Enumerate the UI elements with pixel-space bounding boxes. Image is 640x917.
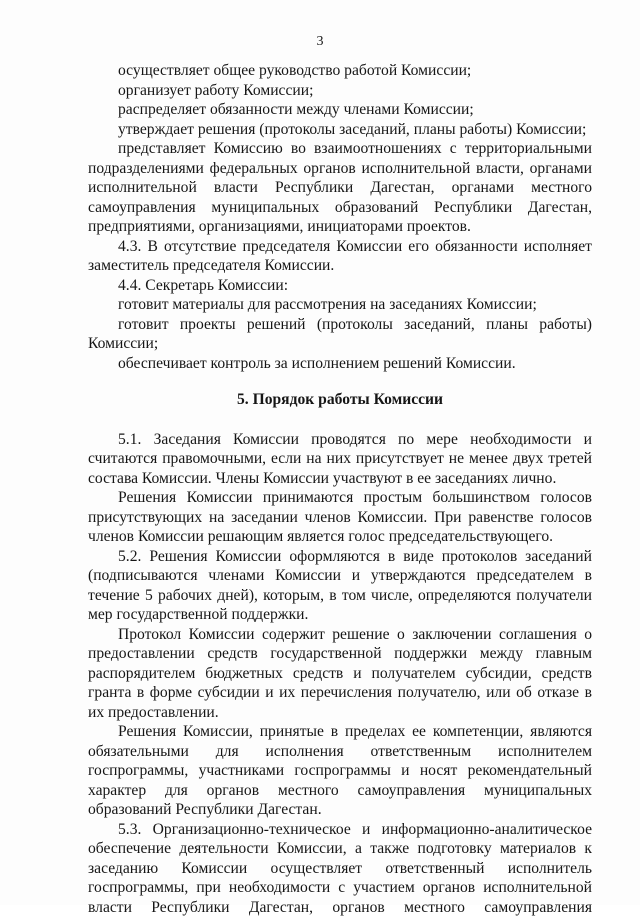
paragraph: организует работу Комиссии;	[88, 81, 592, 101]
section-heading: 5. Порядок работы Комиссии	[88, 390, 592, 410]
paragraph: Протокол Комиссии содержит решение о заключении соглашения о предоставлении средств государственной поддержки между главным распорядителем бюджетных средств и получателем субсидии, средств гранта в форме субсидии и их перечисления получателю, или об отказе в их предоставлении.	[88, 625, 592, 723]
page-number: 3	[0, 34, 640, 50]
paragraph: 5.1. Заседания Комиссии проводятся по мере необходимости и считаются правомочными, если на них присутствует не менее двух третей состава Комиссии. Члены Комиссии участвуют в ее заседаниях лично.	[88, 430, 592, 489]
paragraph: осуществляет общее руководство работой Комиссии;	[88, 61, 592, 81]
paragraph: 4.3. В отсутствие председателя Комиссии его обязанности исполняет заместитель председателя Комиссии.	[88, 237, 592, 276]
paragraph: представляет Комиссию во взаимоотношениях с территориальными подразделениями федеральных органов исполнительной власти, органами исполнительной власти Республики Дагестан, органами местного самоуправления муниципальных образований Республики Дагестан, предприятиями, организациями, инициаторами проектов.	[88, 139, 592, 237]
paragraph: 5.3. Организационно-техническое и информационно-аналитическое обеспечение деятельности Комиссии, а также подготовку материалов к заседанию Комиссии осуществляет ответственный исполнитель госпрограммы, при необходимости с участием органов исполнительной власти Республики Дагестан, органов местного самоуправления	[88, 820, 592, 917]
paragraph: распределяет обязанности между членами Комиссии;	[88, 100, 592, 120]
paragraph: утверждает решения (протоколы заседаний, планы работы) Комиссии;	[88, 120, 592, 140]
paragraph: обеспечивает контроль за исполнением решений Комиссии.	[88, 354, 592, 374]
document-body	[88, 61, 592, 917]
paragraph: Решения Комиссии, принятые в пределах ее компетенции, являются обязательными для исполнения ответственным исполнителем госпрограммы, участниками госпрограммы и носят рекомендательный характер для органов местного самоуправления муниципальных образований Республики Дагестан.	[88, 722, 592, 820]
paragraph: готовит материалы для рассмотрения на заседаниях Комиссии;	[88, 295, 592, 315]
paragraph: готовит проекты решений (протоколы заседаний, планы работы) Комиссии;	[88, 315, 592, 354]
paragraph: 5.2. Решения Комиссии оформляются в виде протоколов заседаний (подписываются членами Комиссии и утверждаются председателем в течение 5 рабочих дней), которым, в том числе, определяются получатели мер государственной поддержки.	[88, 547, 592, 625]
paragraph: Решения Комиссии принимаются простым большинством голосов присутствующих на заседании членов Комиссии. При равенстве голосов членов Комиссии решающим является голос председательствующего.	[88, 488, 592, 547]
paragraph: 4.4. Секретарь Комиссии:	[88, 276, 592, 296]
